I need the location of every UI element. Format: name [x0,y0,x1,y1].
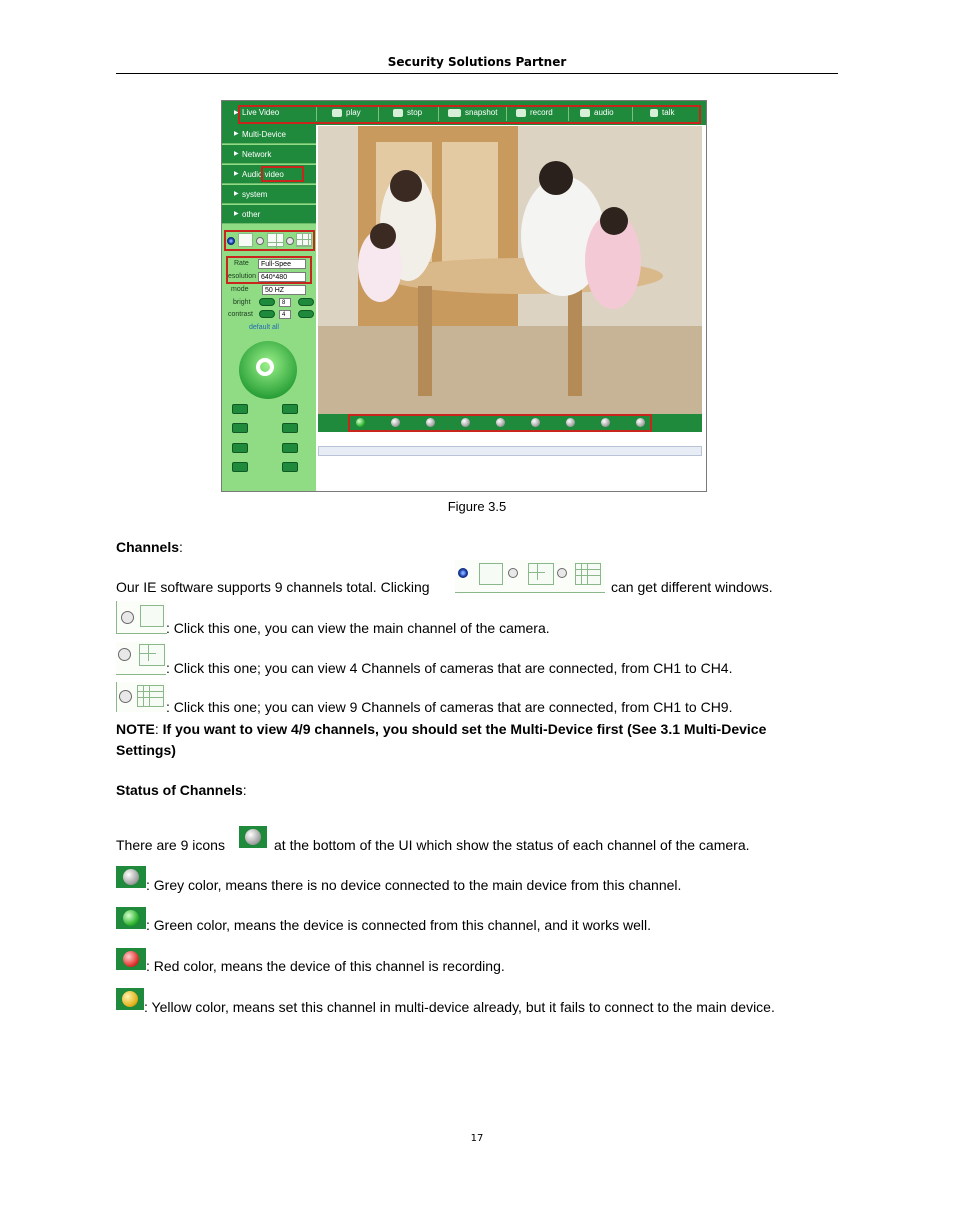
default-all-link[interactable]: default all [249,324,279,331]
play-label: play [346,108,361,117]
ptz-button[interactable] [232,443,248,453]
page-number: 17 [470,1133,484,1144]
snapshot-label: snapshot [465,108,498,117]
mode-select[interactable] [262,285,306,295]
live-video-image [318,126,702,414]
grey-status-icon [123,869,139,885]
mode-value: 50 HZ [265,287,285,294]
status-intro-after: at the bottom of the UI which show the status of each channel of the camera. [274,837,750,853]
single-window-icon [140,605,164,627]
nav-label: system [242,190,268,199]
channels-one-text: : Click this one, you can view the main channel of the camera. [166,620,550,636]
rate-value: Full-Spee [261,261,291,268]
note-line-2: Settings) [116,742,176,758]
header-rule [116,73,838,74]
quad-layout-image [116,642,166,675]
channels-heading-text: Channels [116,539,180,555]
nav-label: Multi-Device [242,130,287,139]
triangle-icon: ▶ [234,191,239,197]
ptz-control-pad[interactable] [239,341,297,399]
red-status-icon [123,951,139,967]
bright-decrease-button[interactable] [259,298,275,306]
ptz-button[interactable] [282,423,298,433]
rate-label: Rate [234,260,249,267]
audio-label: audio [594,108,614,117]
single-window-icon [479,563,503,585]
status-green-text: : Green color, means the device is connected from this channel, and it works well. [146,917,652,933]
red-status-tile [116,948,146,970]
contrast-label: contrast [228,311,253,318]
triangle-icon: ▶ [234,131,239,137]
note-text-1: If you want to view 4/9 channels, you should set the Multi-Device first (See 3.1 Multi-Device [162,721,767,737]
yellow-status-icon [122,991,138,1007]
bright-label: bright [233,299,251,306]
ptz-button[interactable] [282,462,298,472]
channels-heading: Channels: [116,539,183,555]
radio-icon [118,648,131,661]
ptz-center-icon [256,358,274,376]
status-red-text: : Red color, means the device of this channel is recording. [146,958,505,974]
nav-network[interactable] [222,145,316,164]
green-status-icon [123,910,139,926]
channels-intro [116,578,430,596]
ptz-button[interactable] [232,423,248,433]
ptz-button[interactable] [282,404,298,414]
talk-label: talk [662,108,675,117]
triangle-icon: ▶ [234,211,239,217]
note-line-1: NOTE: If you want to view 4/9 channels, you should set the Multi-Device first (See 3.1 Multi-Device [116,721,767,737]
bright-value: 8 [282,300,286,306]
yellow-status-tile [116,988,144,1010]
sidebar [222,125,316,491]
nav-label: Live Video [242,108,280,117]
nav-multi-device[interactable] [222,125,316,144]
nav-label: Audio video [242,170,284,179]
nav-system[interactable] [222,185,316,204]
nine-layout-image [116,682,167,712]
record-label: record [530,108,553,117]
layout-selector-image [455,560,605,593]
stop-label: stop [407,108,423,117]
channels-four-text: : Click this one; you can view 4 Channels of cameras that are connected, from CH1 to CH4. [166,660,733,676]
resolution-value: 640*480 [261,274,288,281]
quad-window-icon [139,644,165,666]
figure-ui-screenshot [221,100,707,492]
grey-status-tile [239,826,267,848]
contrast-value: 4 [282,312,286,318]
bright-increase-button[interactable] [298,298,314,306]
status-heading: Status of Channels: [116,782,247,798]
horizontal-scrollbar[interactable] [318,446,702,456]
radio-selected-icon [458,568,468,578]
nav-other[interactable] [222,205,316,224]
radio-icon [508,568,518,578]
radio-icon [557,568,567,578]
green-status-tile [116,907,146,929]
resolution-label: esolution [228,273,257,280]
bright-value-field[interactable] [279,298,291,307]
highlight-layout [224,230,315,251]
triangle-icon: ▶ [234,171,239,177]
grey-status-icon [245,829,261,845]
nine-window-icon [137,685,164,707]
contrast-value-field[interactable] [279,310,291,319]
page-header: Security Solutions Partner [387,55,567,69]
family-dinner-photo [318,126,702,414]
highlight-channels [348,414,652,432]
ptz-button[interactable] [282,443,298,453]
radio-icon [121,611,134,624]
triangle-icon: ▶ [234,110,239,116]
highlight-settings [226,256,312,284]
status-grey-text: : Grey color, means there is no device connected to the main device from this channel. [146,877,682,893]
highlight-toolbar [238,105,701,124]
note-label: NOTE [116,721,155,737]
status-yellow-text: : Yellow color, means set this channel in multi-device already, but it fails to connect to the main device. [144,999,775,1015]
channels-intro-after: can get different windows. [611,579,773,595]
status-heading-text: Status of Channels [116,782,243,798]
nine-window-icon [575,563,601,585]
radio-icon [119,690,132,703]
contrast-increase-button[interactable] [298,310,314,318]
ptz-button[interactable] [232,462,248,472]
triangle-icon: ▶ [234,151,239,157]
nav-label: Network [242,150,272,159]
channels-nine-text: : Click this one; you can view 9 Channels of cameras that are connected, from CH1 to CH9. [166,699,733,715]
status-intro-before: There are 9 icons [116,837,225,853]
ptz-button[interactable] [232,404,248,414]
grey-status-tile [116,866,146,888]
single-layout-image [116,601,167,634]
nav-label: other [242,210,261,219]
channels-intro-before: Our IE software supports 9 channels total. Clicking [116,579,430,595]
mode-label: mode [231,286,249,293]
highlight-audio-video [261,166,304,182]
quad-window-icon [528,563,554,585]
contrast-decrease-button[interactable] [259,310,275,318]
figure-caption: Figure 3.5 [447,499,507,514]
